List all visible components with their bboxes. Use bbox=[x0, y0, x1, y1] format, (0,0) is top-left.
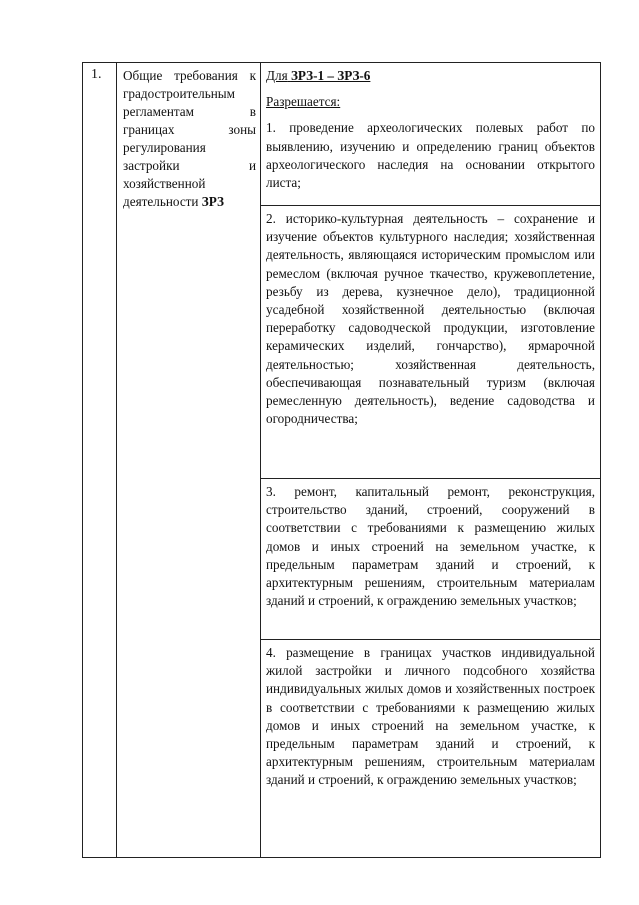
allowed-label: Разрешается: bbox=[266, 94, 341, 110]
content-section-4 bbox=[261, 639, 600, 796]
content-section-3 bbox=[261, 478, 600, 639]
row-title bbox=[123, 67, 256, 211]
zones-range: ЗРЗ-1 – ЗРЗ-6 bbox=[290, 68, 371, 83]
zones-prefix: Для bbox=[266, 68, 288, 83]
row-title-text: Общие требования к градостроительным регламентам в границах зоны регулирования застройки и хозяйственной деятельности bbox=[123, 68, 256, 209]
regulations-table bbox=[82, 62, 601, 858]
list-item: 4. размещение в границах участков индивидуальной жилой застройки и личного подсобного хозяйства индивидуальных жилых домов и хозяйственных построек в соответствии с требованиями к размещению жилых домов и иных строений на земельном участке, к предельным параметрам зданий и строений, к архитектурным решениям, строительным материалам зданий и строений, к ограждению земельных участков; bbox=[266, 645, 595, 788]
row-number-cell bbox=[83, 63, 117, 858]
content-section-1 bbox=[261, 63, 600, 205]
list-item: 2. историко-культурная деятельность – сохранение и изучение объектов культурного наследия; хозяйственная деятельность, являющаяся историческим промыслом или ремеслом (включая ручное ткачество, кружевоплетение, резьбу из дерева, кузнечное дело), традиционной усадебной хозяйственной деятельностью (включая переработку садоводческой продукции, изготовление керамических изделий, гончарство), ярмарочной деятельностью; хозяйственная деятельность, обеспечивающая познавательный туризм (включая ремесленную деятельность), ведение садоводства и огородничества; bbox=[266, 211, 595, 427]
zones-heading bbox=[266, 67, 595, 85]
row-title-cell bbox=[117, 63, 261, 858]
list-item: 1. проведение археологических полевых работ по выявлению, изучению и определению границ объектов археологического наследия на основании открытого листа; bbox=[266, 120, 595, 191]
row-content-cell bbox=[261, 63, 601, 858]
list-item: 3. ремонт, капитальный ремонт, реконструкция, строительство зданий, строений, сооружений в соответствии с требованиями к размещению жилых домов и иных строений на земельном участке, к предельным параметрам зданий и строений, к архитектурным решениям, строительным материалам зданий и строений, к ограждению земельных участков; bbox=[266, 484, 595, 609]
row-title-zone: ЗРЗ bbox=[201, 194, 224, 209]
content-section-2 bbox=[261, 205, 600, 478]
table-row bbox=[83, 63, 601, 858]
row-number: 1. bbox=[91, 67, 102, 82]
